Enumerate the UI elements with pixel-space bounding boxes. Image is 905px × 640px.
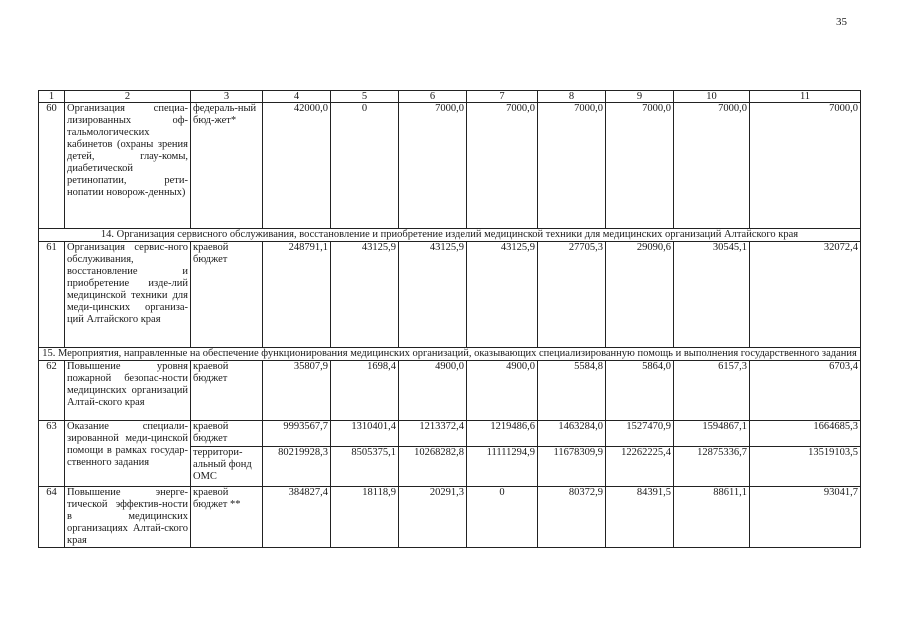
table-row bbox=[39, 103, 861, 229]
row-description: Повышение энерге-тической эффектив-ности в медицинских организациях Алтай-ского края bbox=[65, 487, 191, 548]
value-cell: 5864,0 bbox=[606, 361, 674, 421]
budget-table bbox=[38, 90, 861, 548]
value-cell: 6703,4 bbox=[750, 361, 861, 421]
value-cell: 7000,0 bbox=[538, 103, 606, 229]
value-cell: 43125,9 bbox=[399, 242, 467, 348]
value-cell: 12875336,7 bbox=[674, 447, 750, 487]
value-cell: 5584,8 bbox=[538, 361, 606, 421]
value-cell: 6157,3 bbox=[674, 361, 750, 421]
value-cell: 88611,1 bbox=[674, 487, 750, 548]
value-cell: 4900,0 bbox=[467, 361, 538, 421]
page-number: 35 bbox=[836, 16, 847, 28]
value-cell: 35807,9 bbox=[263, 361, 331, 421]
value-cell: 1527470,9 bbox=[606, 421, 674, 447]
table-row bbox=[39, 421, 861, 447]
header-cell: 4 bbox=[263, 91, 331, 103]
funding-source: краевой бюджет bbox=[191, 421, 263, 447]
value-cell: 0 bbox=[331, 103, 399, 229]
value-cell: 1698,4 bbox=[331, 361, 399, 421]
row-index: 60 bbox=[39, 103, 65, 229]
value-cell: 32072,4 bbox=[750, 242, 861, 348]
value-cell: 4900,0 bbox=[399, 361, 467, 421]
row-index: 61 bbox=[39, 242, 65, 348]
value-cell: 7000,0 bbox=[750, 103, 861, 229]
header-cell: 9 bbox=[606, 91, 674, 103]
value-cell: 9993567,7 bbox=[263, 421, 331, 447]
value-cell: 7000,0 bbox=[606, 103, 674, 229]
value-cell: 12262225,4 bbox=[606, 447, 674, 487]
header-cell: 7 bbox=[467, 91, 538, 103]
table-row bbox=[39, 487, 861, 548]
funding-source: краевой бюджет bbox=[191, 361, 263, 421]
value-cell: 8505375,1 bbox=[331, 447, 399, 487]
value-cell: 7000,0 bbox=[467, 103, 538, 229]
value-cell: 1219486,6 bbox=[467, 421, 538, 447]
row-description: Организация сервис-ного обслуживания, восстановление и приобретение изде-лий медицинской техники для меди-цинских организа-ций Алтайского края bbox=[65, 242, 191, 348]
header-cell: 11 bbox=[750, 91, 861, 103]
value-cell: 42000,0 bbox=[263, 103, 331, 229]
value-cell: 84391,5 bbox=[606, 487, 674, 548]
row-description: Повышение уровня пожарной безопас-ности медицинских организаций Алтай-ского края bbox=[65, 361, 191, 421]
value-cell: 30545,1 bbox=[674, 242, 750, 348]
row-description: Организация специа-лизированных оф-тальмологических кабинетов (охраны зрения детей, глау-комы, диабетической ретинопатии, рети-нопатии новорож-денных) bbox=[65, 103, 191, 229]
value-cell: 80372,9 bbox=[538, 487, 606, 548]
value-cell: 11678309,9 bbox=[538, 447, 606, 487]
header-cell: 5 bbox=[331, 91, 399, 103]
value-cell: 1463284,0 bbox=[538, 421, 606, 447]
header-cell: 1 bbox=[39, 91, 65, 103]
section-row bbox=[39, 348, 861, 361]
funding-source: федераль-ный бюд-жет* bbox=[191, 103, 263, 229]
value-cell: 1213372,4 bbox=[399, 421, 467, 447]
row-index: 62 bbox=[39, 361, 65, 421]
header-cell: 8 bbox=[538, 91, 606, 103]
header-cell: 10 bbox=[674, 91, 750, 103]
section-title: 14. Организация сервисного обслуживания, восстановление и приобретение изделий медицинской техники для медицинских организаций Алтайского края bbox=[39, 229, 861, 242]
section-row bbox=[39, 229, 861, 242]
value-cell: 248791,1 bbox=[263, 242, 331, 348]
row-index: 64 bbox=[39, 487, 65, 548]
value-cell: 43125,9 bbox=[331, 242, 399, 348]
header-cell: 3 bbox=[191, 91, 263, 103]
funding-source: краевой бюджет ** bbox=[191, 487, 263, 548]
value-cell: 18118,9 bbox=[331, 487, 399, 548]
value-cell: 10268282,8 bbox=[399, 447, 467, 487]
value-cell: 1310401,4 bbox=[331, 421, 399, 447]
funding-source: территори-альный фонд ОМС bbox=[191, 447, 263, 487]
table-row bbox=[39, 361, 861, 421]
section-title: 15. Мероприятия, направленные на обеспечение функционирования медицинских организаций, оказывающих специализированную помощь и выполнения государственного задания bbox=[39, 348, 861, 361]
value-cell: 1664685,3 bbox=[750, 421, 861, 447]
header-row bbox=[39, 91, 861, 103]
value-cell: 27705,3 bbox=[538, 242, 606, 348]
value-cell: 29090,6 bbox=[606, 242, 674, 348]
value-cell: 1594867,1 bbox=[674, 421, 750, 447]
table-row bbox=[39, 242, 861, 348]
header-cell: 2 bbox=[65, 91, 191, 103]
funding-source: краевой бюджет bbox=[191, 242, 263, 348]
table-body bbox=[39, 91, 861, 548]
value-cell: 43125,9 bbox=[467, 242, 538, 348]
value-cell: 0 bbox=[467, 487, 538, 548]
value-cell: 7000,0 bbox=[674, 103, 750, 229]
value-cell: 20291,3 bbox=[399, 487, 467, 548]
row-description: Оказание специали-зированной меди-цинской помощи в рамках государ-ственного задания bbox=[65, 421, 191, 487]
value-cell: 7000,0 bbox=[399, 103, 467, 229]
value-cell: 93041,7 bbox=[750, 487, 861, 548]
row-index: 63 bbox=[39, 421, 65, 487]
value-cell: 384827,4 bbox=[263, 487, 331, 548]
value-cell: 11111294,9 bbox=[467, 447, 538, 487]
value-cell: 13519103,5 bbox=[750, 447, 861, 487]
value-cell: 80219928,3 bbox=[263, 447, 331, 487]
header-cell: 6 bbox=[399, 91, 467, 103]
